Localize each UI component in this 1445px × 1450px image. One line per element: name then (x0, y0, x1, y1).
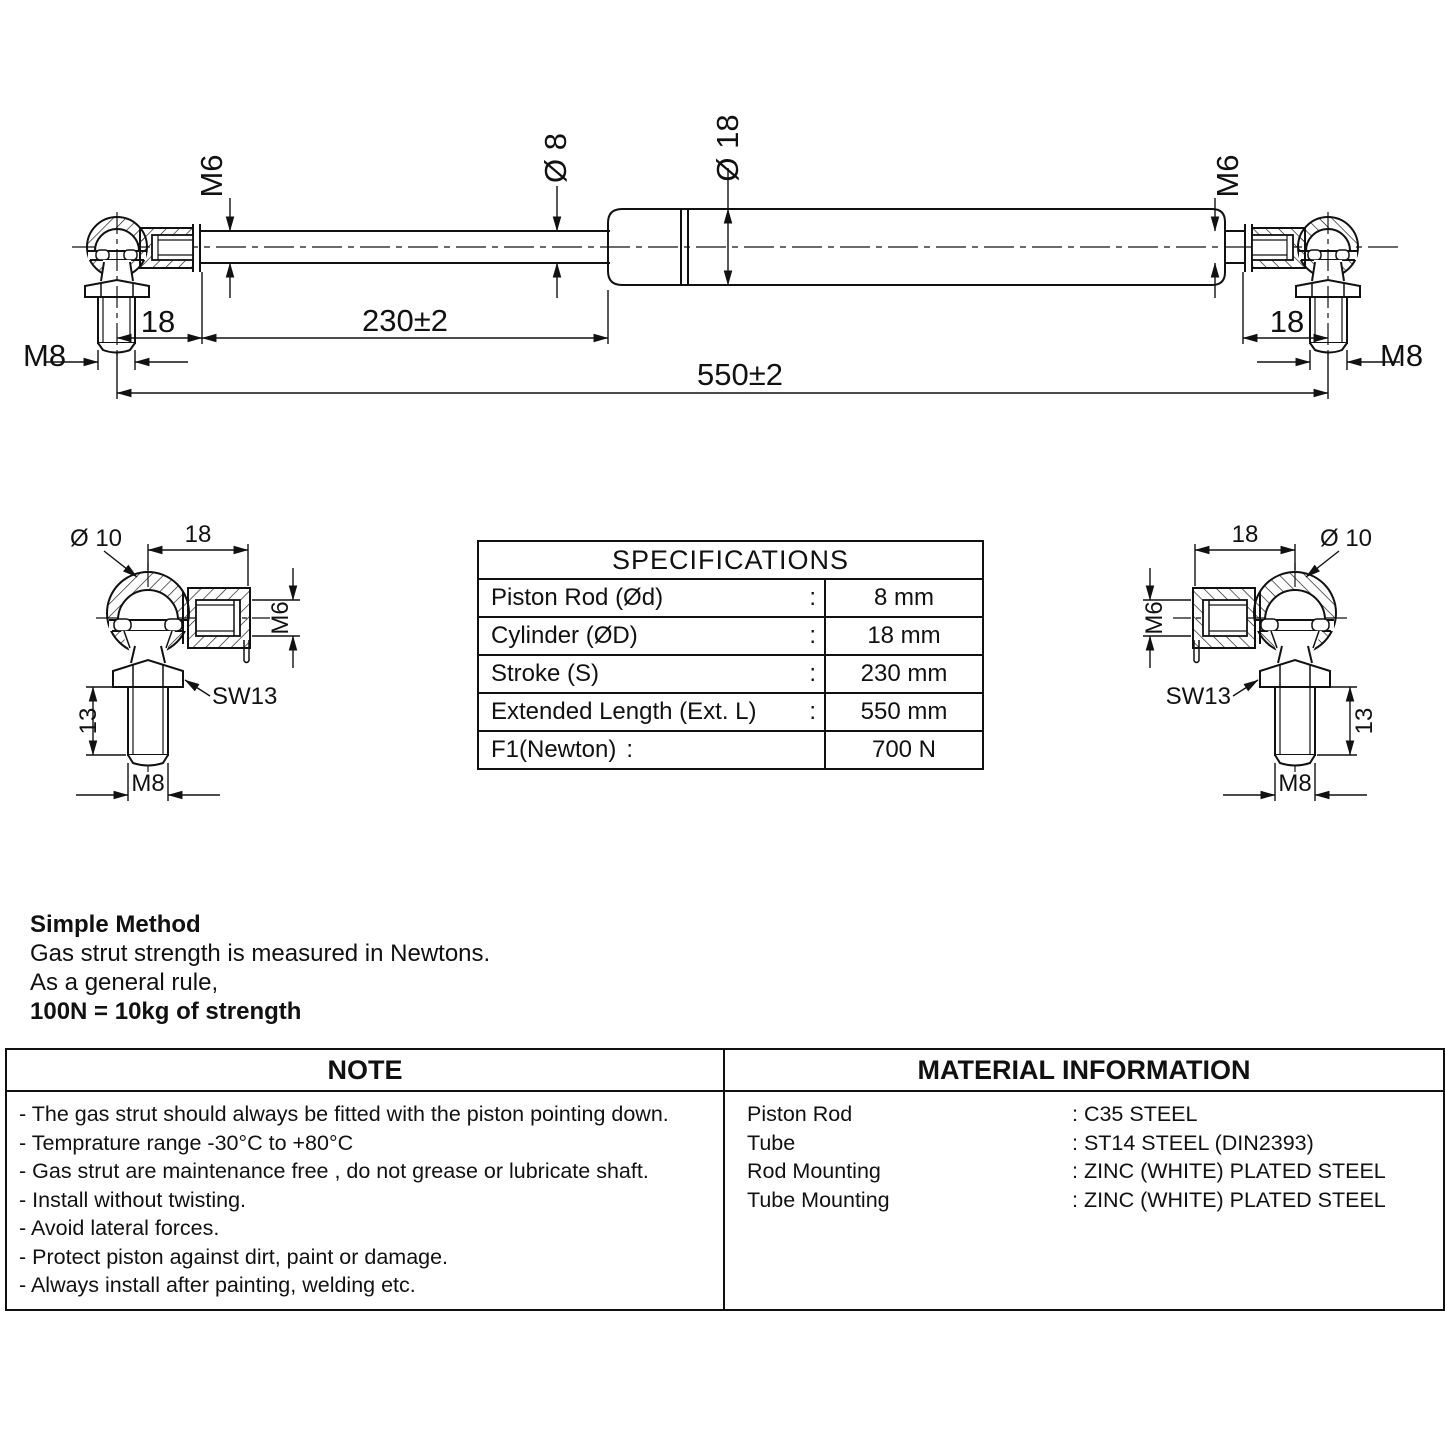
material-value: : ST14 STEEL (DIN2393) (1072, 1130, 1314, 1155)
dim-label-stud-thread-right: M8 (1380, 338, 1424, 373)
simple-method-heading: Simple Method (30, 911, 201, 938)
note-item: - Temprature range -30°C to +80°C (19, 1130, 354, 1155)
dim-label-rod-diameter: Ø 8 (538, 133, 573, 183)
note-item: - The gas strut should always be fitted with the piston pointing down. (19, 1102, 669, 1126)
dim-label-thread-right: M6 (1210, 154, 1245, 198)
spec-value: 230 mm (860, 660, 948, 687)
specifications-table (477, 540, 984, 770)
material-label: Tube Mounting (747, 1187, 890, 1212)
material-value: : ZINC (WHITE) PLATED STEEL (1072, 1159, 1386, 1183)
spec-value: 18 mm (867, 622, 941, 649)
dim-label-thread-left: M6 (194, 154, 229, 198)
detail-right-stud-length: 13 (1351, 707, 1378, 735)
detail-view-left-fitting (70, 521, 300, 801)
material-row (737, 1186, 1439, 1215)
spec-row-piston-rod (479, 580, 982, 618)
spec-row-cylinder (479, 618, 982, 656)
spec-value: 700 N (871, 736, 937, 763)
simple-method-line2: As a general rule, (30, 969, 219, 996)
detail-view-right-fitting (1141, 521, 1378, 801)
specifications-title: SPECIFICATIONS (479, 542, 982, 580)
detail-right-ball-diameter: Ø 10 (1320, 525, 1373, 552)
material-label: Piston Rod (747, 1102, 853, 1126)
spec-value: 550 mm (860, 698, 948, 725)
detail-left-stud-thread: M8 (131, 770, 165, 797)
material-row (737, 1129, 1439, 1158)
material-list (725, 1092, 1443, 1309)
detail-left-hex: SW13 (212, 683, 278, 710)
spec-colon: : (809, 584, 816, 611)
simple-method-line1: Gas strut strength is measured in Newtons. (30, 940, 491, 967)
note-item: - Gas strut are maintenance free , do not grease or lubricate shaft. (19, 1159, 649, 1183)
spec-label: Extended Length (Ext. L) (491, 698, 757, 725)
dim-label-18-right: 18 (1269, 304, 1305, 339)
detail-right-thread: M6 (1141, 601, 1168, 635)
material-value: : ZINC (WHITE) PLATED STEEL (1072, 1187, 1386, 1212)
dim-label-18-left: 18 (140, 304, 176, 339)
dim-label-stud-thread-left: M8 (23, 338, 67, 373)
material-row (737, 1100, 1439, 1129)
material-label: Tube (747, 1130, 796, 1155)
note-material-table (5, 1048, 1445, 1311)
spec-colon: : (809, 622, 816, 649)
detail-right-width: 18 (1231, 521, 1259, 548)
material-header: MATERIAL INFORMATION (725, 1050, 1443, 1092)
note-item: - Protect piston against dirt, paint or damage. (19, 1244, 449, 1269)
spec-colon: : (809, 698, 816, 725)
spec-label: Piston Rod (Ød) (491, 584, 664, 611)
spec-colon: : (809, 660, 816, 687)
material-row (737, 1157, 1439, 1186)
main-strut-view (23, 114, 1423, 399)
simple-method-block (30, 910, 490, 1026)
note-item: - Always install after painting, welding etc. (19, 1273, 416, 1297)
detail-right-stud-thread: M8 (1278, 770, 1312, 797)
spec-row-extended-length (479, 694, 982, 732)
material-value: : C35 STEEL (1072, 1102, 1198, 1126)
dim-label-tube-diameter: Ø 18 (710, 114, 745, 182)
spec-colon: : (626, 736, 634, 763)
spec-row-f1-newton (479, 732, 982, 768)
material-label: Rod Mounting (747, 1159, 881, 1183)
note-list (7, 1092, 725, 1309)
simple-method-line3: 100N = 10kg of strength (30, 998, 302, 1025)
spec-value: 8 mm (874, 584, 934, 611)
note-item: - Avoid lateral forces. (19, 1216, 220, 1240)
spec-label: Stroke (S) (491, 660, 600, 687)
detail-left-width: 18 (184, 521, 212, 548)
spec-row-stroke (479, 656, 982, 694)
dim-label-extended-length: 550±2 (697, 357, 783, 392)
note-header: NOTE (7, 1050, 725, 1092)
dim-label-stroke: 230±2 (362, 303, 448, 338)
spec-label: Cylinder (ØD) (491, 622, 638, 649)
spec-label: F1(Newton) (491, 736, 617, 763)
detail-left-ball-diameter: Ø 10 (70, 525, 123, 552)
detail-left-stud-length: 13 (75, 707, 102, 735)
note-item: - Install without twisting. (19, 1187, 247, 1212)
detail-right-hex: SW13 (1165, 683, 1231, 710)
detail-left-thread: M6 (267, 601, 294, 635)
